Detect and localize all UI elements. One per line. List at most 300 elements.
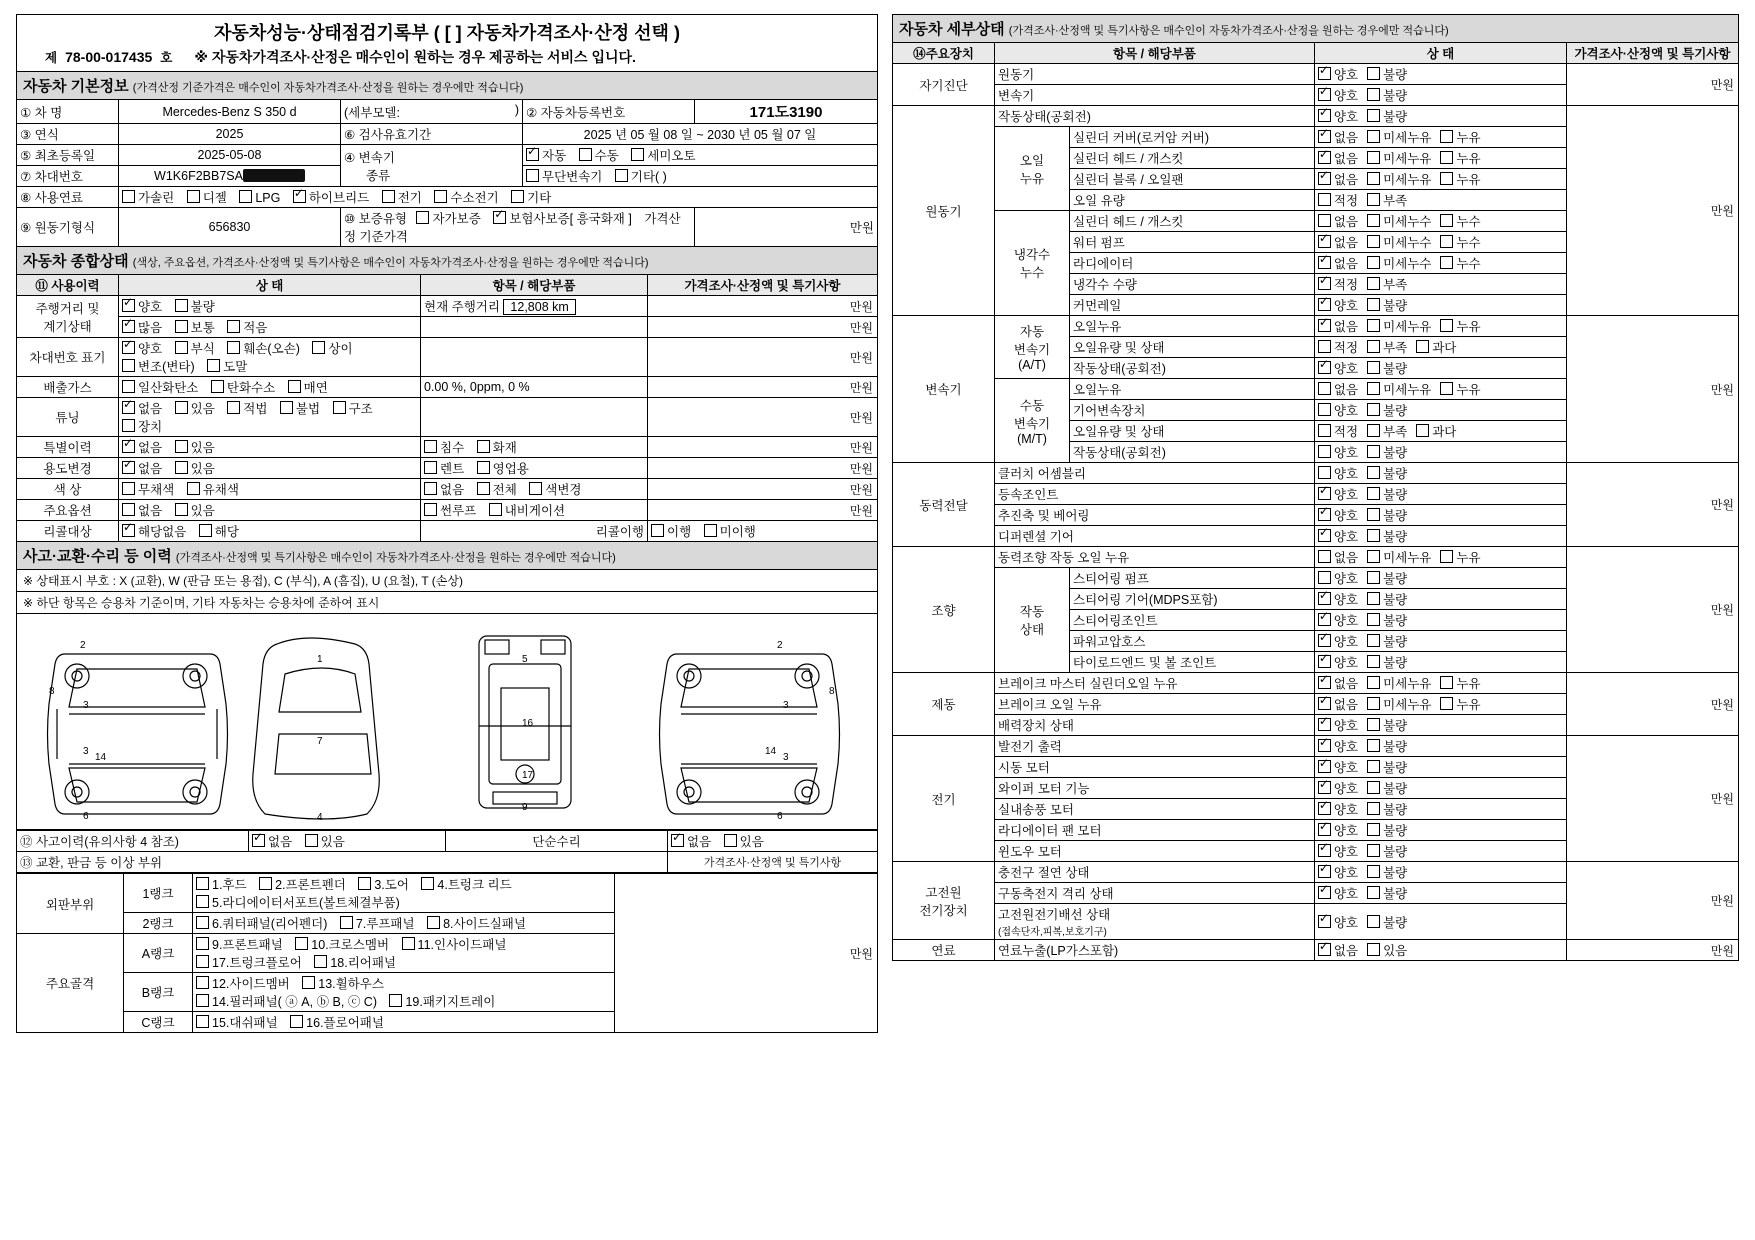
checkbox-브레이크-오일-누유-미세누유[interactable]: 미세누유 [1367, 695, 1431, 713]
detail-item-작동상태-공회전: 작동상태(공회전) [995, 106, 1315, 127]
table-row [893, 736, 1739, 757]
detail-item-기어변속장치: 기어변속장치 [1070, 400, 1315, 421]
checkbox-실린더-헤드-개스킷-없음[interactable]: ✓ 없음 [1318, 149, 1358, 167]
vin-mark-corrosion[interactable]: 부식 [175, 339, 215, 357]
checkbox-작동상태-공회전-불량[interactable]: 불량 [1367, 359, 1407, 377]
checkbox-실린더-블록-오일팬-누유[interactable]: 누유 [1440, 170, 1480, 188]
checkbox-라디에이터-없음[interactable]: ✓ 없음 [1318, 254, 1358, 272]
color-none[interactable]: 없음 [424, 480, 464, 498]
part-side-member[interactable]: 12.사이드멤버 [196, 974, 290, 992]
mileage-item-label: 현재 주행거리 [424, 300, 500, 314]
detail-item-충전구-절연-상태: 충전구 절연 상태 [995, 862, 1315, 883]
inspect-value: 2025 년 05 월 08 일 ~ 2030 년 05 월 07 일 [523, 124, 878, 145]
checkbox-라디에이터-팬-모터-불량[interactable]: 불량 [1367, 821, 1407, 839]
checkbox-동력조향-작동-오일-누유-없음[interactable]: 없음 [1318, 548, 1358, 566]
accident-history-none[interactable]: ✓ 없음 [252, 832, 292, 850]
rank-1-label: 1랭크 [124, 874, 193, 913]
part-package-tray[interactable]: 19.패키지트레이 [389, 992, 495, 1010]
checkbox-실내송풍-모터-양호[interactable]: ✓ 양호 [1318, 800, 1358, 818]
checkbox-브레이크-마스터-실린더오일-누유-미세누유[interactable]: 미세누유 [1367, 674, 1431, 692]
overall-section-header [16, 247, 878, 274]
detail-state-cell [1314, 169, 1566, 190]
checkbox-실린더-헤드-개스킷-누유[interactable]: 누유 [1440, 149, 1480, 167]
svg-text:7: 7 [317, 736, 323, 747]
checkbox-실린더-헤드-개스킷-미세누유[interactable]: 미세누유 [1367, 149, 1431, 167]
special-none[interactable]: ✓ 없음 [122, 438, 162, 456]
checkbox-배력장치-상태-양호[interactable]: ✓ 양호 [1318, 716, 1358, 734]
detail-state-cell [1314, 694, 1566, 715]
svg-text:3: 3 [83, 700, 89, 711]
checkbox-구동축전지-격리-상태-불량[interactable]: 불량 [1367, 884, 1407, 902]
svg-text:14: 14 [765, 746, 777, 757]
fuel-option-etc[interactable]: 기타 [511, 188, 551, 206]
detail-state-cell [1314, 127, 1566, 148]
checkbox-디퍼렌셜-기어-불량[interactable]: 불량 [1367, 527, 1407, 545]
checkbox-워터-펌프-없음[interactable]: ✓ 없음 [1318, 233, 1358, 251]
table-row [893, 463, 1739, 484]
detail-item-실린더-헤드-개스킷: 실린더 헤드 / 개스킷 [1070, 148, 1315, 169]
usechange-business[interactable]: 영업용 [477, 459, 529, 477]
checkbox-시동-모터-양호[interactable]: ✓ 양호 [1318, 758, 1358, 776]
checkbox-충전구-절연-상태-양호[interactable]: ✓ 양호 [1318, 863, 1358, 881]
checkbox-오일누유-누유[interactable]: 누유 [1440, 317, 1480, 335]
detail-item-오일누유: 오일누유 [1070, 316, 1315, 337]
detail-item-라디에이터: 라디에이터 [1070, 253, 1315, 274]
checkbox-기어변속장치-불량[interactable]: 불량 [1367, 401, 1407, 419]
checkbox-충전구-절연-상태-불량[interactable]: 불량 [1367, 863, 1407, 881]
detail-state-cell [1314, 778, 1566, 799]
table-row [17, 398, 878, 437]
checkbox-실린더-헤드-개스킷-미세누수[interactable]: 미세누수 [1367, 212, 1431, 230]
mileage-amount-normal[interactable]: 보통 [175, 318, 215, 336]
detail-state-cell [1314, 589, 1566, 610]
detail-item-변속기: 변속기 [995, 85, 1315, 106]
part-roof-panel[interactable]: 7.루프패널 [340, 914, 415, 932]
checkbox-브레이크-마스터-실린더오일-누유-없음[interactable]: ✓ 없음 [1318, 674, 1358, 692]
checkbox-타이로드엔드-및-볼-조인트-양호[interactable]: ✓ 양호 [1318, 653, 1358, 671]
svg-text:9: 9 [522, 802, 528, 813]
car-name-value: Mercedes-Benz S 350 d [119, 100, 341, 124]
checkbox-라디에이터-누수[interactable]: 누수 [1440, 254, 1480, 272]
checkbox-발전기-출력-불량[interactable]: 불량 [1367, 737, 1407, 755]
checkbox-워터-펌프-누수[interactable]: 누수 [1440, 233, 1480, 251]
usechange-none[interactable]: ✓ 없음 [122, 459, 162, 477]
detail-item-실린더-블록-오일팬: 실린더 블록 / 오일팬 [1070, 169, 1315, 190]
table-row [893, 673, 1739, 694]
checkbox-고전원전기배선-상태-접속단자-피복-보호기구-불량[interactable]: 불량 [1367, 913, 1407, 931]
svg-text:8: 8 [829, 686, 835, 697]
table-row [17, 521, 878, 542]
detail-item-와이퍼-모터-기능: 와이퍼 모터 기능 [995, 778, 1315, 799]
checkbox-동력조향-작동-오일-누유-누유[interactable]: 누유 [1440, 548, 1480, 566]
tuning-structure[interactable]: 구조 [333, 399, 373, 417]
checkbox-오일-유량-부족[interactable]: 부족 [1367, 191, 1407, 209]
checkbox-동력조향-작동-오일-누유-미세누유[interactable]: 미세누유 [1367, 548, 1431, 566]
detail-state-cell [1314, 64, 1566, 85]
checkbox-고전원전기배선-상태-접속단자-피복-보호기구-양호[interactable]: ✓양호 [1318, 913, 1358, 931]
part-front-fender[interactable]: 2.프론트펜더 [259, 875, 346, 893]
checkbox-오일누유-없음[interactable]: 없음 [1318, 380, 1358, 398]
checkbox-커먼레일-양호[interactable]: ✓ 양호 [1318, 296, 1358, 314]
detail-item-브레이크-마스터-실린더오일-누유: 브레이크 마스터 실린더오일 누유 [995, 673, 1315, 694]
accident-section-header [16, 542, 878, 569]
accident-history-table [16, 830, 878, 873]
checkbox-윈도우-모터-양호[interactable]: ✓ 양호 [1318, 842, 1358, 860]
checkbox-작동상태-공회전-양호[interactable]: 양호 [1318, 443, 1358, 461]
trans-option-manual[interactable]: 수동 [579, 146, 619, 164]
checkbox-오일누유-누유[interactable]: 누유 [1440, 380, 1480, 398]
part-rear-panel[interactable]: 18.리어패널 [314, 953, 396, 971]
fuel-option-hydrogen[interactable]: 수소전기 [434, 188, 498, 206]
detail-state-cell [1314, 631, 1566, 652]
overall-col-item: 항목 / 해당부품 [421, 275, 648, 296]
overall-table [16, 274, 878, 542]
checkbox-실린더-커버-로커암-커버-미세누유[interactable]: 미세누유 [1367, 128, 1431, 146]
table-row [17, 874, 878, 913]
checkbox-파워고압호스-불량[interactable]: 불량 [1367, 632, 1407, 650]
checkbox-스티어링조인트-양호[interactable]: ✓ 양호 [1318, 611, 1358, 629]
part-floor-panel[interactable]: 16.플로어패널 [290, 1013, 384, 1031]
tuning-none[interactable]: ✓없음 [122, 399, 162, 417]
checkbox-스티어링-펌프-양호[interactable]: 양호 [1318, 569, 1358, 587]
detail-col-price: 가격조사·산정액 및 특기사항 [1566, 43, 1738, 64]
checkbox-시동-모터-불량[interactable]: 불량 [1367, 758, 1407, 776]
row-tuning-label: 튜닝 [17, 398, 119, 437]
detail-item-워터-펌프: 워터 펌프 [1070, 232, 1315, 253]
options-sunroof[interactable]: 썬루프 [424, 501, 476, 519]
mileage-amount-few[interactable]: 적음 [227, 318, 267, 336]
detail-item-라디에이터-팬-모터: 라디에이터 팬 모터 [995, 820, 1315, 841]
checkbox-워터-펌프-미세누수[interactable]: 미세누수 [1367, 233, 1431, 251]
checkbox-등속조인트-불량[interactable]: 불량 [1367, 485, 1407, 503]
accident-history-yes[interactable]: 있음 [305, 832, 345, 850]
accident-note: (가격조사·산정액 및 특기사항은 매수인이 자동차가격조사·산정을 원하는 경우에만 적습니다) [175, 552, 616, 564]
simple-repair-yes[interactable]: 있음 [724, 832, 764, 850]
checkbox-라디에이터-미세누수[interactable]: 미세누수 [1367, 254, 1431, 272]
vin-mark-different[interactable]: 상이 [312, 339, 352, 357]
detail-item-커먼레일: 커먼레일 [1070, 295, 1315, 316]
checkbox-브레이크-오일-누유-없음[interactable]: ✓ 없음 [1318, 695, 1358, 713]
options-yes[interactable]: 있음 [175, 501, 215, 519]
svg-text:2: 2 [777, 640, 783, 651]
checkbox-파워고압호스-양호[interactable]: ✓ 양호 [1318, 632, 1358, 650]
checkbox-변속기-불량[interactable]: 불량 [1367, 86, 1407, 104]
detail-state-cell [1314, 253, 1566, 274]
fuel-option-gasoline[interactable]: 가솔린 [122, 188, 174, 206]
checkbox-브레이크-마스터-실린더오일-누유-누유[interactable]: 누유 [1440, 674, 1480, 692]
checkbox-연료누출-lp가스포함-없음[interactable]: ✓ 없음 [1318, 941, 1358, 959]
detail-state-cell [1314, 841, 1566, 862]
detail-state-cell [1314, 883, 1566, 904]
svg-text:6: 6 [777, 811, 783, 822]
detail-state-cell [1314, 85, 1566, 106]
usechange-yes[interactable]: 있음 [175, 459, 215, 477]
checkbox-오일유량-및-상태-과다[interactable]: 과다 [1416, 338, 1456, 356]
detail-state-cell [1314, 316, 1566, 337]
emission-co[interactable]: 일산화탄소 [122, 378, 198, 396]
detail-state-cell [1314, 652, 1566, 673]
submodel-label: (세부모델: [344, 105, 400, 120]
detail-price-원동기: 만원 [1566, 106, 1738, 316]
checkbox-오일누유-미세누유[interactable]: 미세누유 [1367, 380, 1431, 398]
recall-applicable[interactable]: 해당 [199, 522, 239, 540]
row-vin-mark-label: 차대번호 표기 [17, 338, 119, 377]
color-chromatic[interactable]: 유채색 [187, 480, 239, 498]
usechange-rent[interactable]: 렌트 [424, 459, 464, 477]
submodel-value: ) [514, 102, 519, 117]
checkbox-오일유량-및-상태-적정[interactable]: 적정 [1318, 338, 1358, 356]
checkbox-원동기-불량[interactable]: 불량 [1367, 65, 1407, 83]
doc-notice: ※ 자동차가격조사·산정은 매수인이 원하는 경우 제공하는 서비스 입니다. [194, 49, 636, 65]
doc-no-label: 제 [45, 51, 58, 65]
options-navigation[interactable]: 내비게이션 [489, 501, 565, 519]
price-base-label: 가격산정 기준가격 [344, 212, 681, 244]
table-row [893, 64, 1739, 85]
checkbox-오일누유-미세누유[interactable]: 미세누유 [1367, 317, 1431, 335]
checkbox-작동상태-공회전-불량[interactable]: 불량 [1367, 107, 1407, 125]
detail-item-클러치-어셈블리: 클러치 어셈블리 [995, 463, 1315, 484]
detail-price-자기진단: 만원 [1566, 64, 1738, 106]
row-emission-label: 배출가스 [17, 377, 119, 398]
detail-item-디퍼렌셜-기어: 디퍼렌셜 기어 [995, 526, 1315, 547]
doc-no-value: 78-00-017435 [65, 49, 153, 65]
detail-item-오일누유: 오일누유 [1070, 379, 1315, 400]
detail-group-제동: 제동 [893, 673, 995, 736]
detail-item-구동축전지-격리-상태: 구동축전지 격리 상태 [995, 883, 1315, 904]
detail-state-cell [1314, 505, 1566, 526]
left-column [16, 14, 878, 1226]
checkbox-오일유량-및-상태-부족[interactable]: 부족 [1367, 338, 1407, 356]
basic-info-section-header [16, 72, 878, 99]
special-yes[interactable]: 있음 [175, 438, 215, 456]
checkbox-스티어링-기어-mdps포함-불량[interactable]: 불량 [1367, 590, 1407, 608]
checkbox-와이퍼-모터-기능-불량[interactable]: 불량 [1367, 779, 1407, 797]
part-cross-member[interactable]: 10.크로스멤버 [295, 935, 389, 953]
checkbox-스티어링조인트-불량[interactable]: 불량 [1367, 611, 1407, 629]
detail-state-cell [1314, 358, 1566, 379]
detail-col-state: 상 태 [1314, 43, 1566, 64]
detail-state-cell [1314, 799, 1566, 820]
table-row [17, 317, 878, 338]
checkbox-배력장치-상태-불량[interactable]: 불량 [1367, 716, 1407, 734]
warranty-option-insurer[interactable]: ✓ 보험사보증[ 흥국화재 ] [493, 209, 632, 227]
checkbox-기어변속장치-양호[interactable]: 양호 [1318, 401, 1358, 419]
vin-mark-altered[interactable]: 변조(변타) [122, 357, 195, 375]
rank-a-label: A랭크 [124, 934, 193, 973]
detail-item-윈도우-모터: 윈도우 모터 [995, 841, 1315, 862]
fuel-option-diesel[interactable]: 디젤 [187, 188, 227, 206]
checkbox-작동상태-공회전-불량[interactable]: 불량 [1367, 443, 1407, 461]
checkbox-오일유량-및-상태-부족[interactable]: 부족 [1367, 422, 1407, 440]
part-trunk-floor[interactable]: 17.트렁크플로어 [196, 953, 302, 971]
tuning-illegal[interactable]: 불법 [280, 399, 320, 417]
checkbox-실린더-헤드-개스킷-누수[interactable]: 누수 [1440, 212, 1480, 230]
detail-state-cell [1314, 736, 1566, 757]
mileage-price2: 만원 [648, 317, 878, 338]
detail-group-고전원-전기장치: 고전원 전기장치 [893, 862, 995, 940]
car-damage-diagram [16, 614, 878, 830]
detail-state-cell [1314, 820, 1566, 841]
detail-item-오일유량-및-상태: 오일유량 및 상태 [1070, 421, 1315, 442]
checkbox-추진축-및-베어링-불량[interactable]: 불량 [1367, 506, 1407, 524]
tuning-device[interactable]: 장치 [122, 417, 162, 435]
row-usechange-label: 용도변경 [17, 458, 119, 479]
detail-subgroup-자동-변속기-a-t: 자동 변속기 (A/T) [995, 316, 1070, 379]
detail-item-발전기-출력: 발전기 출력 [995, 736, 1315, 757]
detail-state-cell [1314, 484, 1566, 505]
vin-value: W1K6F2BB7SA [154, 169, 243, 183]
checkbox-작동상태-공회전-양호[interactable]: ✓ 양호 [1318, 107, 1358, 125]
checkbox-실린더-헤드-개스킷-없음[interactable]: 없음 [1318, 212, 1358, 230]
checkbox-디퍼렌셜-기어-양호[interactable]: ✓ 양호 [1318, 527, 1358, 545]
warranty-option-self[interactable]: 자가보증 [416, 209, 480, 227]
checkbox-추진축-및-베어링-양호[interactable]: ✓ 양호 [1318, 506, 1358, 524]
table-row [893, 547, 1739, 568]
first-reg-label: ⑤ 최초등록일 [17, 145, 119, 166]
trans-option-etc[interactable]: 기타( ) [615, 167, 667, 185]
detail-state-cell [1314, 715, 1566, 736]
basic-info-note: (가격산정 기준가격은 매수인이 자동차가격조사·산정을 원하는 경우에만 적습니다) [132, 82, 524, 94]
special-flood[interactable]: 침수 [424, 438, 464, 456]
checkbox-브레이크-오일-누유-누유[interactable]: 누유 [1440, 695, 1480, 713]
checkbox-실린더-커버-로커암-커버-누유[interactable]: 누유 [1440, 128, 1480, 146]
detail-price-변속기: 만원 [1566, 316, 1738, 463]
checkbox-연료누출-lp가스포함-있음[interactable]: 있음 [1367, 941, 1407, 959]
checkbox-라디에이터-팬-모터-양호[interactable]: ✓ 양호 [1318, 821, 1358, 839]
exchange-price-value: 만원 [615, 874, 878, 1033]
options-none[interactable]: 없음 [122, 501, 162, 519]
part-side-sill-panel[interactable]: 8.사이드실패널 [427, 914, 526, 932]
checkbox-실내송풍-모터-불량[interactable]: 불량 [1367, 800, 1407, 818]
emission-smoke[interactable]: 매연 [288, 378, 328, 396]
detail-item-타이로드엔드-및-볼-조인트: 타이로드엔드 및 볼 조인트 [1070, 652, 1315, 673]
detail-item-작동상태-공회전: 작동상태(공회전) [1070, 442, 1315, 463]
vin-mark-damage[interactable]: 훼손(오손) [227, 339, 300, 357]
basic-info-title: 자동차 기본정보 [23, 78, 129, 95]
svg-text:2: 2 [80, 640, 86, 651]
detail-item-냉각수-수량: 냉각수 수량 [1070, 274, 1315, 295]
svg-text:14: 14 [95, 752, 107, 763]
table-row [893, 316, 1739, 337]
checkbox-클러치-어셈블리-양호[interactable]: 양호 [1318, 464, 1358, 482]
detail-state-cell [1314, 610, 1566, 631]
detail-state-cell [1314, 379, 1566, 400]
detail-subgroup-냉각수-누수: 냉각수 누수 [995, 211, 1070, 316]
checkbox-냉각수-수량-적정[interactable]: ✓ 적정 [1318, 275, 1358, 293]
color-changed[interactable]: 색변경 [529, 480, 581, 498]
part-inside-panel[interactable]: 11.인사이드패널 [402, 935, 507, 953]
fuel-option-electric[interactable]: 전기 [382, 188, 422, 206]
color-achromatic[interactable]: 무채색 [122, 480, 174, 498]
vin-mark-erased[interactable]: 도말 [207, 357, 247, 375]
checkbox-오일-유량-적정[interactable]: 적정 [1318, 191, 1358, 209]
part-pillar-panel[interactable]: 14.필러패널( ⓐ A, ⓑ B, ⓒ C) [196, 992, 377, 1010]
price-base-unit: 만원 [695, 208, 878, 247]
detail-price-동력전달: 만원 [1566, 463, 1738, 547]
checkbox-커먼레일-불량[interactable]: 불량 [1367, 296, 1407, 314]
checkbox-등속조인트-양호[interactable]: ✓ 양호 [1318, 485, 1358, 503]
checkbox-변속기-양호[interactable]: ✓ 양호 [1318, 86, 1358, 104]
right-column [892, 14, 1739, 1226]
recall-not-done[interactable]: 미이행 [704, 522, 756, 540]
row-mileage-label: 주행거리 및 계기상태 [17, 296, 119, 338]
recall-not-applicable[interactable]: ✓ 해당없음 [122, 522, 186, 540]
checkbox-구동축전지-격리-상태-양호[interactable]: ✓ 양호 [1318, 884, 1358, 902]
recall-action-label: 리콜이행 [421, 521, 648, 542]
part-door[interactable]: 3.도어 [358, 875, 409, 893]
color-all[interactable]: 전체 [477, 480, 517, 498]
inspect-label: ⑥ 검사유효기간 [341, 124, 523, 145]
fuel-option-lpg[interactable]: LPG [239, 190, 280, 205]
simple-repair-none[interactable]: ✓ 없음 [671, 832, 711, 850]
checkbox-오일유량-및-상태-과다[interactable]: 과다 [1416, 422, 1456, 440]
checkbox-스티어링-펌프-불량[interactable]: 불량 [1367, 569, 1407, 587]
part-hood[interactable]: 1.후드 [196, 875, 247, 893]
checkbox-스티어링-기어-mdps포함-양호[interactable]: ✓ 양호 [1318, 590, 1358, 608]
detail-price-조향: 만원 [1566, 547, 1738, 673]
detail-item-추진축-및-베어링: 추진축 및 베어링 [995, 505, 1315, 526]
detail-state-cell [1314, 232, 1566, 253]
vin-mark-good[interactable]: ✓양호 [122, 339, 162, 357]
emission-hc[interactable]: 탄화수소 [211, 378, 275, 396]
checkbox-실린더-블록-오일팬-미세누유[interactable]: 미세누유 [1367, 170, 1431, 188]
recall-done[interactable]: 이행 [651, 522, 691, 540]
detail-group-연료: 연료 [893, 940, 995, 961]
checkbox-클러치-어셈블리-불량[interactable]: 불량 [1367, 464, 1407, 482]
checkbox-오일유량-및-상태-적정[interactable]: 적정 [1318, 422, 1358, 440]
part-radiator-support[interactable]: 5.라디에이터서포트(볼트체결부품) [196, 893, 400, 911]
checkbox-작동상태-공회전-양호[interactable]: ✓ 양호 [1318, 359, 1358, 377]
part-trunk-lid[interactable]: 4.트렁크 리드 [421, 875, 511, 893]
fuel-option-hybrid[interactable]: ✓ 하이브리드 [293, 188, 369, 206]
tuning-yes[interactable]: 있음 [175, 399, 215, 417]
document-title: 자동차성능·상태점검기록부 ( [ ] 자동차가격조사·산정 선택 ) [214, 23, 680, 43]
trans-option-auto[interactable]: ✓자동 [526, 146, 566, 164]
checkbox-냉각수-수량-부족[interactable]: 부족 [1367, 275, 1407, 293]
checkbox-와이퍼-모터-기능-양호[interactable]: ✓ 양호 [1318, 779, 1358, 797]
checkbox-타이로드엔드-및-볼-조인트-불량[interactable]: 불량 [1367, 653, 1407, 671]
trans-option-cvt[interactable]: 무단변속기 [526, 167, 602, 185]
mileage-price: 만원 [648, 296, 878, 317]
mileage-state-good[interactable]: ✓양호 [122, 297, 162, 315]
checkbox-발전기-출력-양호[interactable]: ✓ 양호 [1318, 737, 1358, 755]
table-row [893, 106, 1739, 127]
special-fire[interactable]: 화재 [477, 438, 517, 456]
part-quarter-panel[interactable]: 6.쿼터패널(리어펜더) [196, 914, 327, 932]
mileage-state-bad[interactable]: 불량 [175, 297, 215, 315]
checkbox-오일누유-없음[interactable]: ✓ 없음 [1318, 317, 1358, 335]
detail-state-cell [1314, 211, 1566, 232]
accident-note-1: ※ 상태표시 부호 : X (교환), W (판금 또는 용접), C (부식), A (흠집), U (요철), T (손상) [17, 570, 878, 592]
detail-state-cell [1314, 190, 1566, 211]
checkbox-실린더-블록-오일팬-없음[interactable]: ✓ 없음 [1318, 170, 1358, 188]
checkbox-원동기-양호[interactable]: ✓ 양호 [1318, 65, 1358, 83]
part-wheel-house[interactable]: 13.휠하우스 [302, 974, 384, 992]
trans-option-semiauto[interactable]: 세미오토 [631, 146, 695, 164]
detail-section-header [892, 14, 1739, 42]
detail-col-item: 항목 / 해당부품 [995, 43, 1315, 64]
mileage-amount-many[interactable]: ✓많음 [122, 318, 162, 336]
tuning-legal[interactable]: 적법 [227, 399, 267, 417]
detail-item-작동상태-공회전: 작동상태(공회전) [1070, 358, 1315, 379]
part-front-panel[interactable]: 9.프론트패널 [196, 935, 283, 953]
part-dash-panel[interactable]: 15.대쉬패널 [196, 1013, 278, 1031]
checkbox-윈도우-모터-불량[interactable]: 불량 [1367, 842, 1407, 860]
checkbox-실린더-커버-로커암-커버-없음[interactable]: ✓ 없음 [1318, 128, 1358, 146]
overall-note: (색상, 주요옵션, 가격조사·산정액 및 특기사항은 매수인이 자동차가격조사·산정을 원하는 경우에만 적습니다) [132, 257, 649, 269]
detail-subgroup-오일-누유: 오일 누유 [995, 127, 1070, 211]
svg-text:8: 8 [49, 686, 55, 697]
